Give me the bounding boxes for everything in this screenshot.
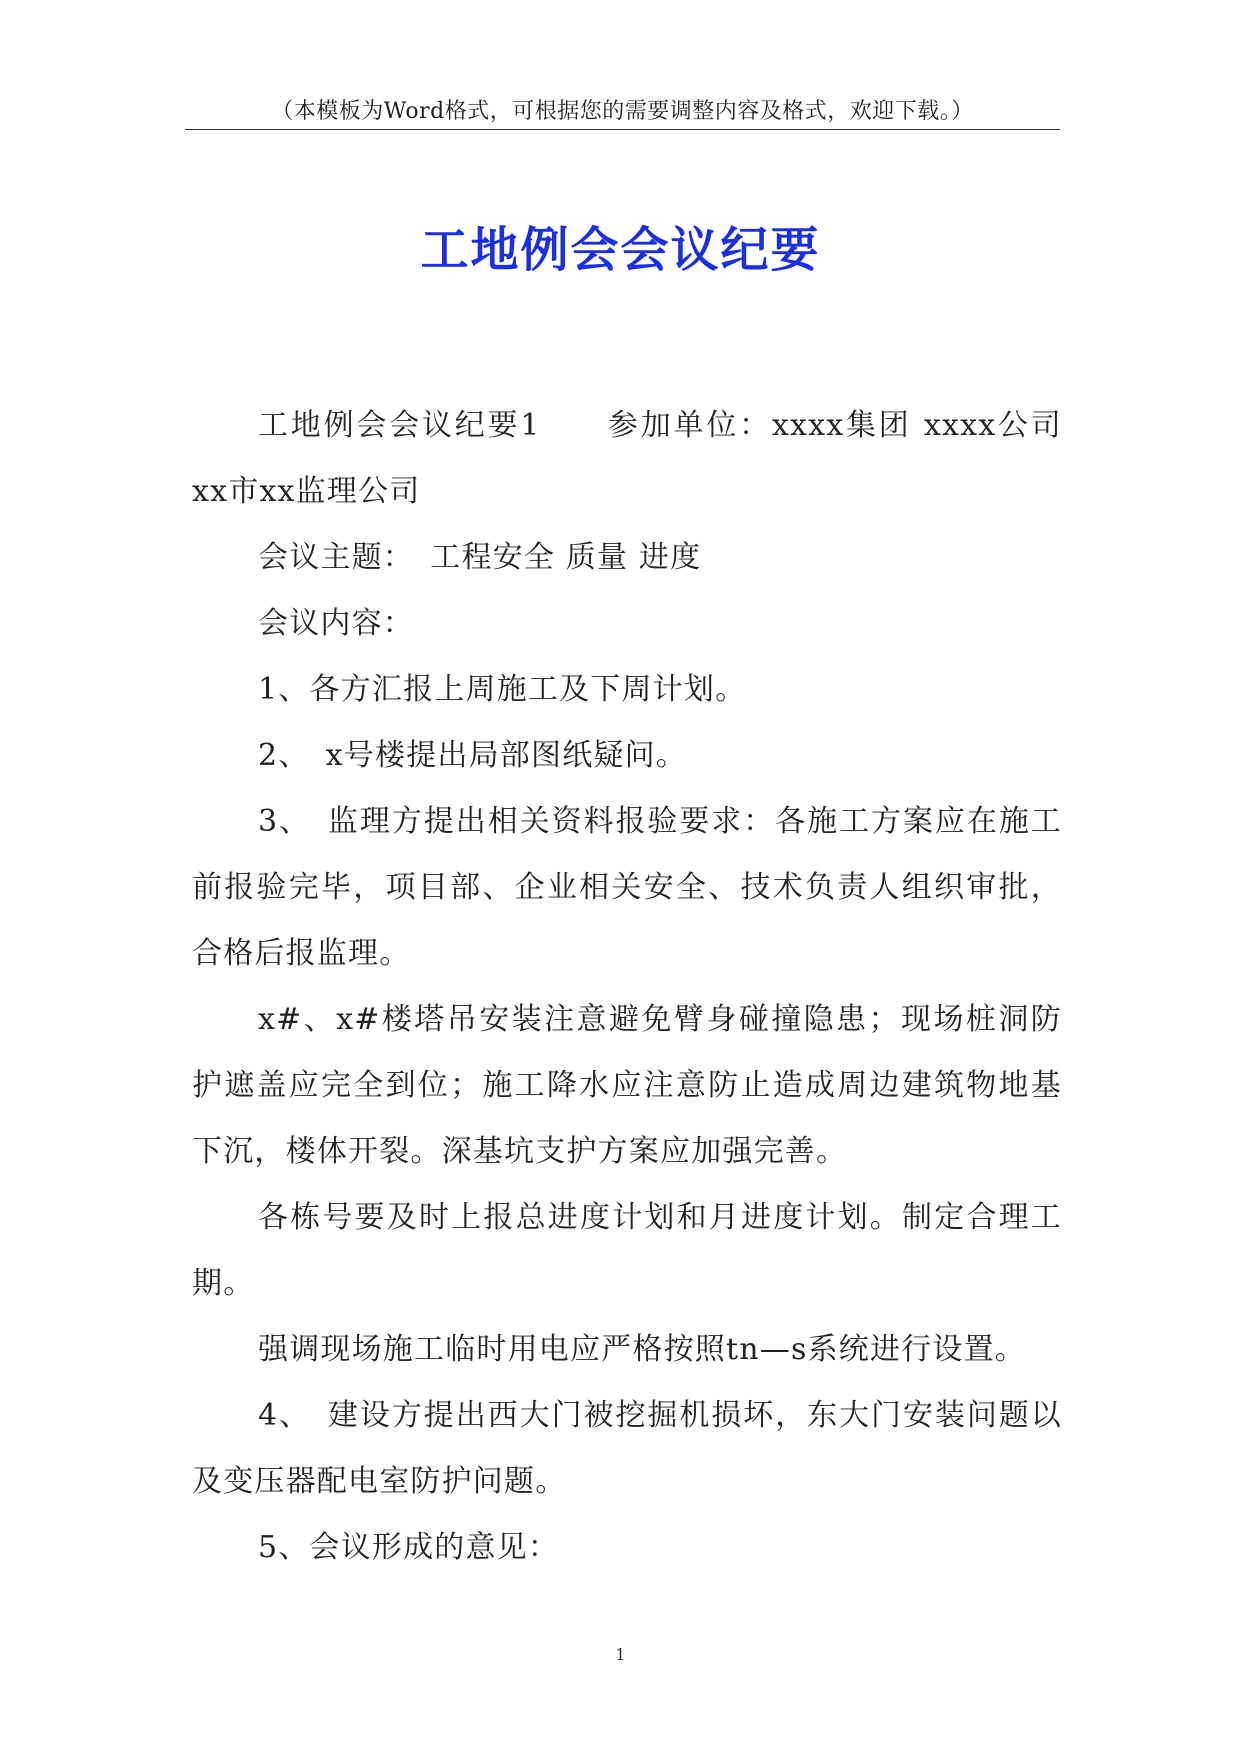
paragraph-item-5: 5、会议形成的意见： [258, 1530, 560, 1565]
header-note: （本模板为Word格式，可根据您的需要调整内容及格式，欢迎下载。） [271, 99, 974, 124]
paragraph-item-3: 3、 监理方提出相关资料报验要求：各施工方案应在施工前报验完毕，项目部、企业相关安全、技术负责人组织审批，合格后报监理。 [192, 804, 1062, 971]
paragraph-electricity: 强调现场施工临时用电应严格按照tn—s系统进行设置。 [258, 1332, 1026, 1367]
document-title: 工地例会会议纪要 [420, 222, 821, 278]
document-body [192, 393, 1062, 1581]
header-divider [185, 129, 1060, 130]
paragraph-content-heading: 会议内容： [258, 606, 414, 641]
paragraph-attendees: 工地例会会议纪要1 参加单位：xxxx集团 xxxx公司 xx市xx监理公司 [192, 408, 1062, 509]
paragraph-topic: 会议主题： 工程安全 质量 进度 [258, 540, 702, 575]
paragraph-item-1: 1、各方汇报上周施工及下周计划。 [258, 672, 747, 707]
paragraph-tower-crane: x#、x#楼塔吊安装注意避免臂身碰撞隐患；现场桩洞防护遮盖应完全到位；施工降水应注意防止造成周边建筑物地基下沉，楼体开裂。深基坑支护方案应加强完善。 [192, 1002, 1062, 1169]
paragraph-schedule: 各栋号要及时上报总进度计划和月进度计划。制定合理工期。 [192, 1200, 1062, 1301]
paragraph-item-4: 4、 建设方提出西大门被挖掘机损坏，东大门安装问题以及变压器配电室防护问题。 [192, 1398, 1062, 1499]
paragraph-item-2: 2、 x号楼提出局部图纸疑问。 [258, 738, 688, 773]
page-number: 1 [615, 1645, 626, 1664]
